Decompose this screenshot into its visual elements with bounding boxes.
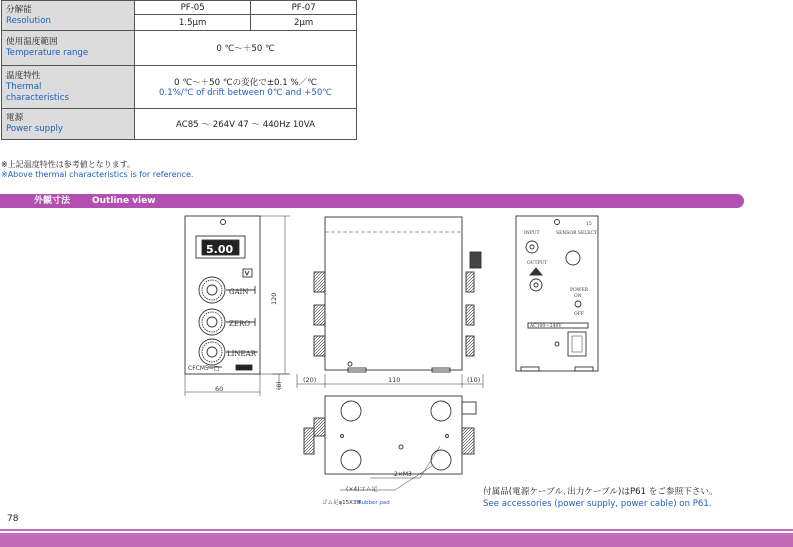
resolution-label-en: Resolution	[6, 15, 51, 26]
bottom-pads: (×4)ゴム足	[346, 486, 378, 493]
knob-linear-label: LINEAR	[227, 350, 256, 358]
rear-input-label: INPUT	[524, 231, 540, 236]
page-number: 78	[7, 514, 19, 524]
bottom-view	[304, 396, 476, 490]
accessories-en: See accessories (power supply, power cable) on P61.	[483, 499, 712, 509]
accessories-jp: 付属品(電源ケーブル､出力ケーブル)はP61 をご参照下さい。	[483, 487, 718, 497]
footer-band	[0, 533, 793, 547]
rear-output-label: OUTPUT	[527, 261, 548, 266]
temperature-range-label-en: Temperature range	[6, 48, 89, 58]
dim-side-left: (20)	[303, 376, 317, 384]
bottom-pad-spec-jp: ゴム足φ15X3H	[322, 500, 361, 506]
note-en: ※Above thermal characteristics is for reference.	[1, 170, 194, 179]
dim-front-bottom: (8)	[276, 381, 283, 390]
knob-gain-label: GAIN	[229, 288, 249, 296]
thermal-value-en: 0.1%/℃ of drift between 0℃ and +50℃	[159, 88, 332, 98]
bottom-pad-spec-en: Rubber pad	[358, 500, 390, 506]
pf07-header: PF-07	[251, 1, 357, 15]
dim-side-right: (10)	[467, 376, 481, 384]
rear-power-label: POWER	[570, 288, 589, 293]
temperature-range-label-jp: 使用温度範囲	[6, 37, 58, 47]
thermal-label-en-2: characteristics	[6, 92, 69, 103]
rear-ac-label: AC100〜240V	[530, 324, 562, 329]
temperature-range-value: 0 ℃～＋50 ℃	[135, 31, 357, 66]
power-label-en: Power supply	[6, 124, 64, 134]
rear-view	[516, 216, 598, 371]
rear-power-off: OFF	[574, 312, 584, 317]
pf07-resolution: 2μm	[251, 15, 357, 31]
rear-sensor-select: SENSOR SELECT	[556, 231, 597, 236]
display-readout: 5.00	[206, 243, 234, 256]
rear-power-on: ON	[574, 294, 582, 299]
footer-line	[0, 529, 793, 531]
power-label-jp: 電源	[6, 113, 24, 123]
dim-side-width: 110	[388, 376, 401, 384]
dim-front-width: 60	[215, 385, 224, 393]
section-title-jp: 外観寸法	[34, 196, 71, 206]
knob-zero-label: ZERO	[229, 320, 250, 328]
thermal-label-jp: 温度特性	[6, 70, 41, 81]
side-view	[297, 217, 483, 388]
dim-front-height: 120	[270, 292, 278, 305]
pf05-header: PF-05	[135, 1, 251, 15]
pf05-resolution: 1.5μm	[135, 15, 251, 31]
rear-tag: 15	[586, 222, 592, 227]
thermal-value-jp: 0 ℃～＋50 ℃の変化で±0.1 %／℃	[174, 78, 317, 88]
resolution-label-jp: 分解能	[6, 4, 32, 15]
thermal-label-en-1: Thermal	[6, 81, 42, 92]
section-title-en: Outline view	[92, 196, 156, 206]
model-label: CFCM5−□	[188, 365, 220, 372]
power-value: AC85 ～ 264V 47 ～ 440Hz 10VA	[135, 109, 357, 140]
note-jp: ※上記温度特性は参考値となります。	[1, 160, 136, 169]
bottom-screws: 2×M3	[394, 471, 412, 478]
